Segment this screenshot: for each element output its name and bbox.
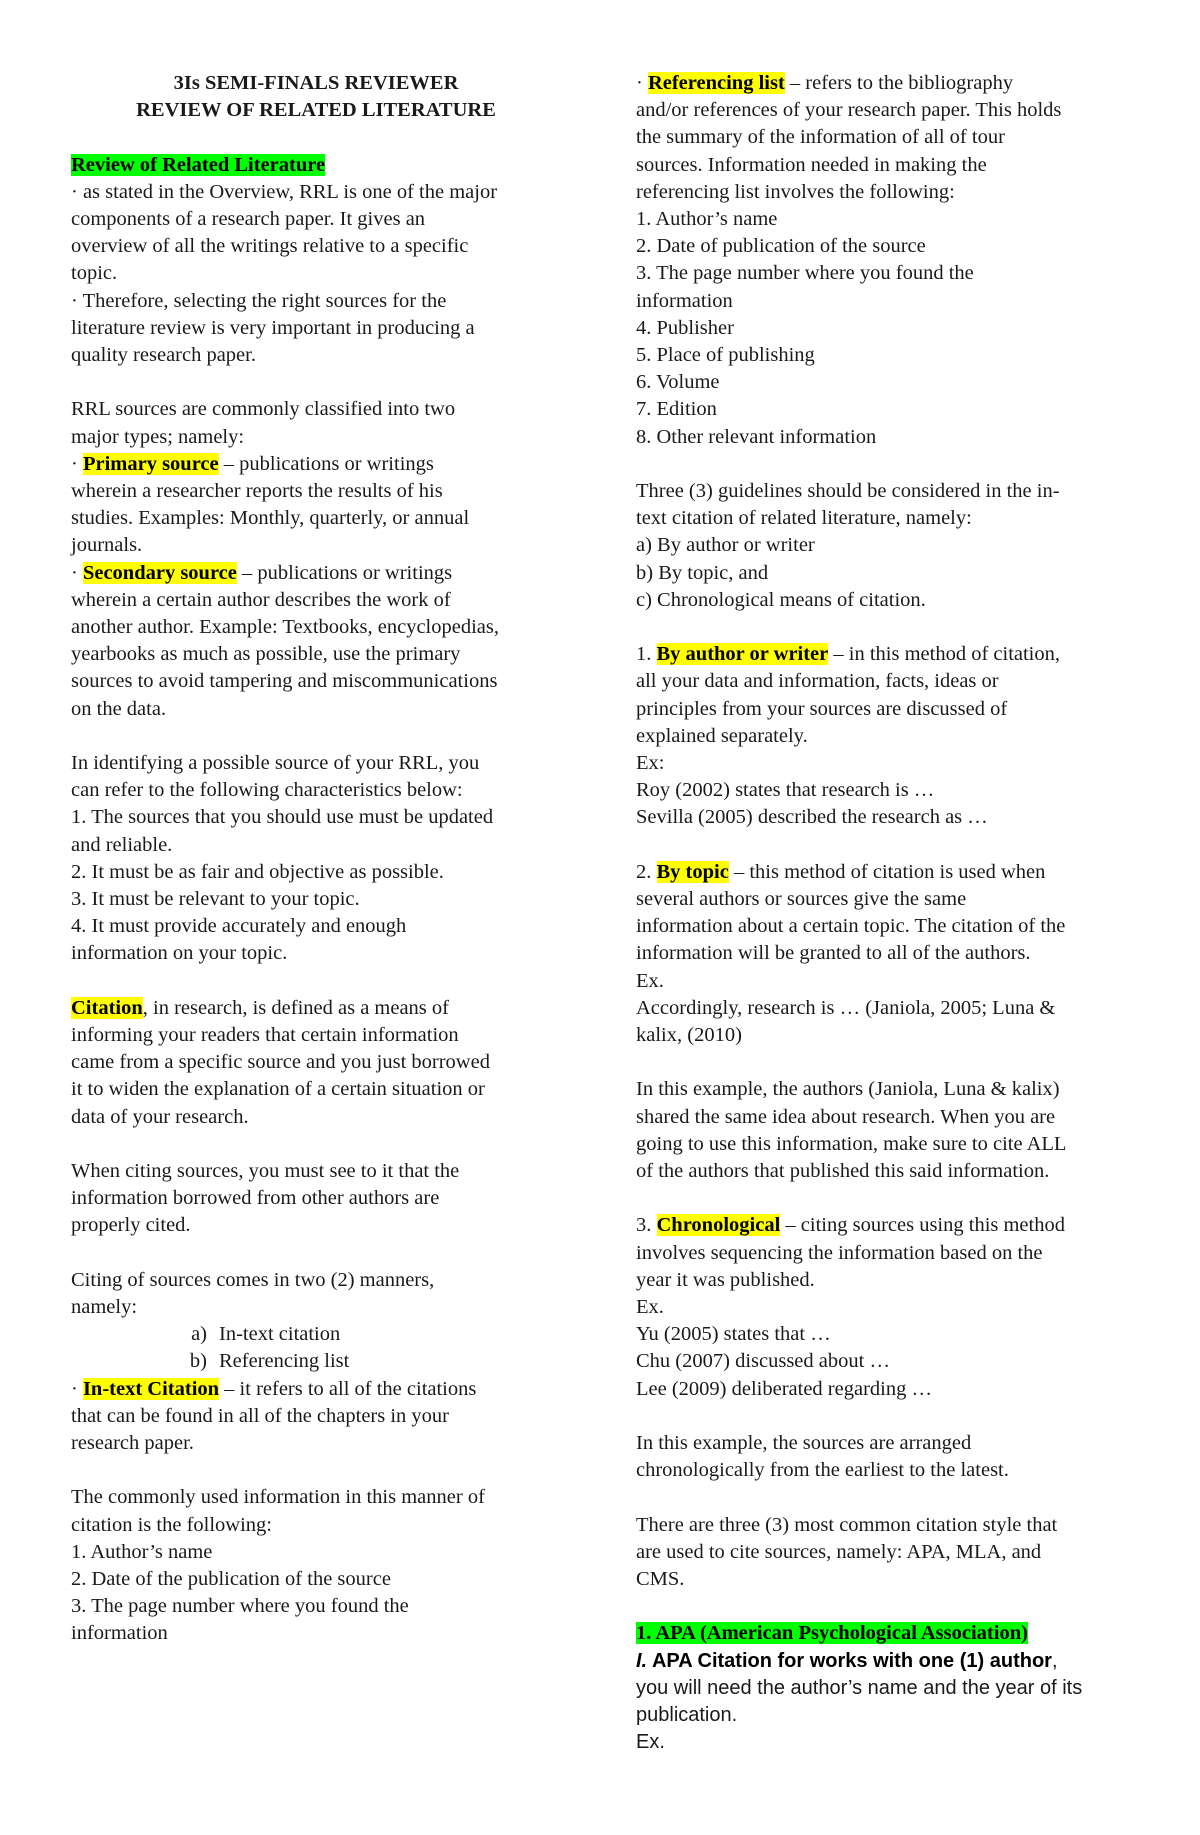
- highlighted-term: Secondary source: [82, 561, 237, 584]
- text-line: shared the same idea about research. When you are: [636, 1105, 1056, 1128]
- text-line: 8. Other relevant information: [636, 425, 877, 448]
- intext-citation-item: [71, 1376, 561, 1458]
- by-topic-section: [636, 859, 1126, 1049]
- highlighted-term: Primary source: [82, 452, 219, 475]
- text-line: Ex.: [636, 969, 664, 992]
- item-first-line: [636, 859, 1126, 886]
- item-first-line: [71, 995, 561, 1022]
- common-info-list: [71, 1539, 561, 1648]
- item-first-line: [71, 1376, 561, 1403]
- secondary-source-item: [71, 560, 561, 723]
- text-line: Citing of sources comes in two (2) manners,: [71, 1268, 435, 1291]
- item-text: , in research, is defined as a means of: [142, 996, 449, 1019]
- text-line: explained separately.: [636, 724, 808, 747]
- text-line: sources to avoid tampering and miscommunications: [71, 670, 498, 693]
- text-line: research paper.: [71, 1432, 194, 1455]
- text-line: sources. Information needed in making the: [636, 153, 987, 176]
- text-line: all your data and information, facts, ideas or: [636, 670, 999, 693]
- text-line: wherein a certain author describes the work of: [71, 588, 451, 611]
- item-number: 1.: [636, 643, 657, 666]
- text-line: 1. Author’s name: [71, 1540, 213, 1563]
- text-line: 1. Author’s name: [636, 208, 778, 231]
- text-line: came from a specific source and you just borrowed: [71, 1051, 490, 1074]
- text-line: Ex:: [636, 752, 665, 775]
- text-line: 3. The page number where you found the: [71, 1595, 409, 1618]
- text-line: of the authors that published this said information.: [636, 1160, 1050, 1183]
- item-first-line: [71, 560, 561, 587]
- text-line: that can be found in all of the chapters in your: [71, 1404, 449, 1427]
- text-line: c) Chronological means of citation.: [636, 588, 926, 611]
- text-line: 7. Edition: [636, 398, 717, 421]
- referencing-list-item: [636, 70, 1126, 206]
- text-line: year it was published.: [636, 1268, 815, 1291]
- identify-list: [71, 804, 561, 967]
- manner-list-item: [71, 1348, 561, 1375]
- text-line: you will need the author’s name and the year of its: [636, 1676, 1083, 1699]
- rrl-heading: Review of Related Literature: [71, 153, 326, 176]
- citation-styles-paragraph: [636, 1512, 1126, 1594]
- text-line: b) By topic, and: [636, 561, 769, 584]
- highlighted-term: Citation: [71, 996, 143, 1019]
- text-line: Sevilla (2005) described the research as …: [636, 806, 988, 829]
- text-line: literature review is very important in producing a: [71, 316, 475, 339]
- item-text: – publications or writings: [218, 452, 434, 475]
- text-line: Ex.: [636, 1731, 665, 1754]
- text-line: and reliable.: [71, 833, 173, 856]
- by-author-section: [636, 641, 1126, 831]
- text-line: CMS.: [636, 1568, 685, 1591]
- text-line: another author. Example: Textbooks, encyclopedias,: [71, 616, 499, 639]
- text-line: information borrowed from other authors are: [71, 1187, 440, 1210]
- text-line: on the data.: [71, 697, 167, 720]
- item-text: – citing sources using this method: [780, 1214, 1065, 1237]
- text-line: major types; namely:: [71, 425, 245, 448]
- manners-list: [71, 1321, 561, 1375]
- text-line: namely:: [71, 1296, 138, 1319]
- text-line: RRL sources are commonly classified into two: [71, 398, 456, 421]
- text-line: Yu (2005) states that …: [636, 1323, 831, 1346]
- text-line: quality research paper.: [71, 344, 256, 367]
- text-line: the summary of the information of all of tour: [636, 126, 1005, 149]
- text-line: The commonly used information in this manner of: [71, 1486, 485, 1509]
- item-text: – in this method of citation,: [828, 643, 1061, 666]
- text-line: chronologically from the earliest to the latest.: [636, 1459, 1009, 1482]
- text-line: are used to cite sources, namely: APA, MLA, and: [636, 1540, 1042, 1563]
- text-line: studies. Examples: Monthly, quarterly, or annual: [71, 507, 470, 530]
- text-line: 4. It must provide accurately and enough: [71, 915, 407, 938]
- text-line: Three (3) guidelines should be considered in the in-: [636, 480, 1060, 503]
- identify-intro: [71, 750, 561, 804]
- citing-paragraph: [71, 1158, 561, 1240]
- bullet-marker: ·: [71, 452, 83, 475]
- page-subtitle: REVIEW OF RELATED LITERATURE: [136, 99, 496, 122]
- text-line: involves sequencing the information based on the: [636, 1241, 1043, 1264]
- topic-example-paragraph: [636, 1076, 1126, 1185]
- text-line: 2. It must be as fair and objective as possible.: [71, 860, 444, 883]
- text-line: and/or references of your research paper. This holds: [636, 99, 1062, 122]
- item-first-line: [636, 70, 1126, 97]
- text-line: components of a research paper. It gives an: [71, 208, 426, 230]
- text-line: properly cited.: [71, 1214, 191, 1237]
- bullet-marker: ·: [71, 1377, 83, 1400]
- text-line: 3. It must be relevant to your topic.: [71, 888, 360, 911]
- text-line: information about a certain topic. The citation of the: [636, 915, 1066, 938]
- text-line: referencing list involves the following:: [636, 180, 955, 203]
- item-number: 3.: [636, 1214, 657, 1237]
- punctuation: ,: [1051, 1649, 1058, 1672]
- primary-source-item: [71, 451, 561, 560]
- referencing-list-items: [636, 206, 1126, 451]
- apa-one-author-title: [636, 1648, 1126, 1675]
- text-line: several authors or sources give the same: [636, 888, 967, 911]
- types-intro: [71, 396, 561, 450]
- text-line: 2. Date of the publication of the source: [71, 1568, 391, 1591]
- bullet-marker: ·: [636, 72, 648, 94]
- highlighted-term: Chronological: [656, 1214, 781, 1237]
- text-line: publication.: [636, 1704, 738, 1727]
- page-title: 3Is SEMI-FINALS REVIEWER: [173, 72, 459, 94]
- text-line: going to use this information, make sure to cite ALL: [636, 1132, 1067, 1155]
- list-marker: b): [189, 1350, 207, 1373]
- bullet-marker: ·: [71, 561, 83, 584]
- manner-list-item: [71, 1321, 561, 1348]
- roman-numeral: I.: [636, 1649, 648, 1672]
- text-line: it to widen the explanation of a certain situation or: [71, 1078, 485, 1101]
- text-line: information: [71, 1622, 168, 1645]
- text-line: principles from your sources are discussed of: [636, 697, 1008, 720]
- list-marker: a): [191, 1323, 207, 1346]
- text-line: wherein a researcher reports the results of his: [71, 480, 443, 503]
- list-text: Referencing list: [219, 1350, 350, 1373]
- citation-definition: [71, 995, 561, 1131]
- text-line: 6. Volume: [636, 371, 720, 394]
- text-line: 1. The sources that you should use must be updated: [71, 806, 494, 829]
- text-line: Ex.: [636, 1296, 664, 1319]
- text-line: data of your research.: [71, 1105, 249, 1128]
- text-line: 2. Date of publication of the source: [636, 235, 926, 258]
- text-line: When citing sources, you must see to it that the: [71, 1160, 460, 1183]
- highlighted-term: Referencing list: [647, 72, 785, 94]
- item-first-line: [636, 1212, 1126, 1239]
- text-line: informing your readers that certain information: [71, 1024, 459, 1047]
- item-number: 2.: [636, 860, 657, 883]
- text-line: There are three (3) most common citation style that: [636, 1513, 1058, 1536]
- text-line: information: [636, 289, 733, 312]
- manners-intro: [71, 1267, 561, 1321]
- guidelines-list: [636, 532, 1126, 614]
- text-line: information will be granted to all of the authors.: [636, 942, 1031, 965]
- apa-subheading: APA Citation for works with one (1) author: [647, 1649, 1052, 1672]
- text-line: · Therefore, selecting the right sources for the: [71, 289, 447, 312]
- text-line: Accordingly, research is … (Janiola, 2005; Luna &: [636, 996, 1056, 1019]
- text-line: In this example, the sources are arranged: [636, 1432, 972, 1455]
- text-line: In this example, the authors (Janiola, Luna & kalix): [636, 1078, 1060, 1101]
- text-line: Lee (2009) deliberated regarding …: [636, 1377, 932, 1400]
- highlighted-term: By author or writer: [656, 643, 829, 666]
- text-line: Roy (2002) states that research is …: [636, 779, 935, 802]
- apa-heading: 1. APA (American Psychological Association): [636, 1622, 1028, 1645]
- text-line: 4. Publisher: [636, 316, 734, 339]
- chronological-example-paragraph: [636, 1430, 1126, 1484]
- text-line: citation is the following:: [71, 1513, 272, 1536]
- item-first-line: [636, 641, 1126, 668]
- rrl-paragraph-2: [71, 288, 561, 370]
- list-text: In-text citation: [219, 1323, 341, 1346]
- text-line: yearbooks as much as possible, use the primary: [71, 643, 461, 666]
- text-line: kalix, (2010): [636, 1024, 742, 1047]
- text-line: a) By author or writer: [636, 534, 815, 557]
- item-text: – publications or writings: [236, 561, 453, 584]
- text-line: 3. The page number where you found the: [636, 262, 974, 285]
- text-line: 5. Place of publishing: [636, 344, 815, 367]
- item-text: – this method of citation is used when: [728, 860, 1046, 883]
- text-line: topic.: [71, 262, 118, 285]
- apa-one-author-section: [636, 1648, 1126, 1757]
- highlighted-term: By topic: [656, 860, 729, 883]
- item-first-line: [71, 451, 561, 478]
- right-column: [636, 70, 1126, 1756]
- text-line: In identifying a possible source of your RRL, you: [71, 752, 480, 775]
- text-line: text citation of related literature, namely:: [636, 507, 972, 530]
- highlighted-term: In-text Citation: [82, 1377, 220, 1400]
- guidelines-intro: [636, 478, 1126, 532]
- text-line: can refer to the following characteristics below:: [71, 779, 463, 802]
- item-text: – refers to the bibliography: [784, 72, 1014, 94]
- item-text: – it refers to all of the citations: [219, 1377, 477, 1400]
- chronological-section: [636, 1212, 1126, 1402]
- left-column: [71, 70, 561, 1648]
- rrl-paragraph-1: [71, 179, 561, 288]
- text-line: journals.: [71, 534, 143, 557]
- text-line: overview of all the writings relative to a specific: [71, 235, 469, 258]
- text-line: information on your topic.: [71, 942, 288, 965]
- text-line: Chu (2007) discussed about …: [636, 1350, 890, 1373]
- common-info-intro: [71, 1484, 561, 1538]
- text-line: · as stated in the Overview, RRL is one of the major: [71, 180, 498, 203]
